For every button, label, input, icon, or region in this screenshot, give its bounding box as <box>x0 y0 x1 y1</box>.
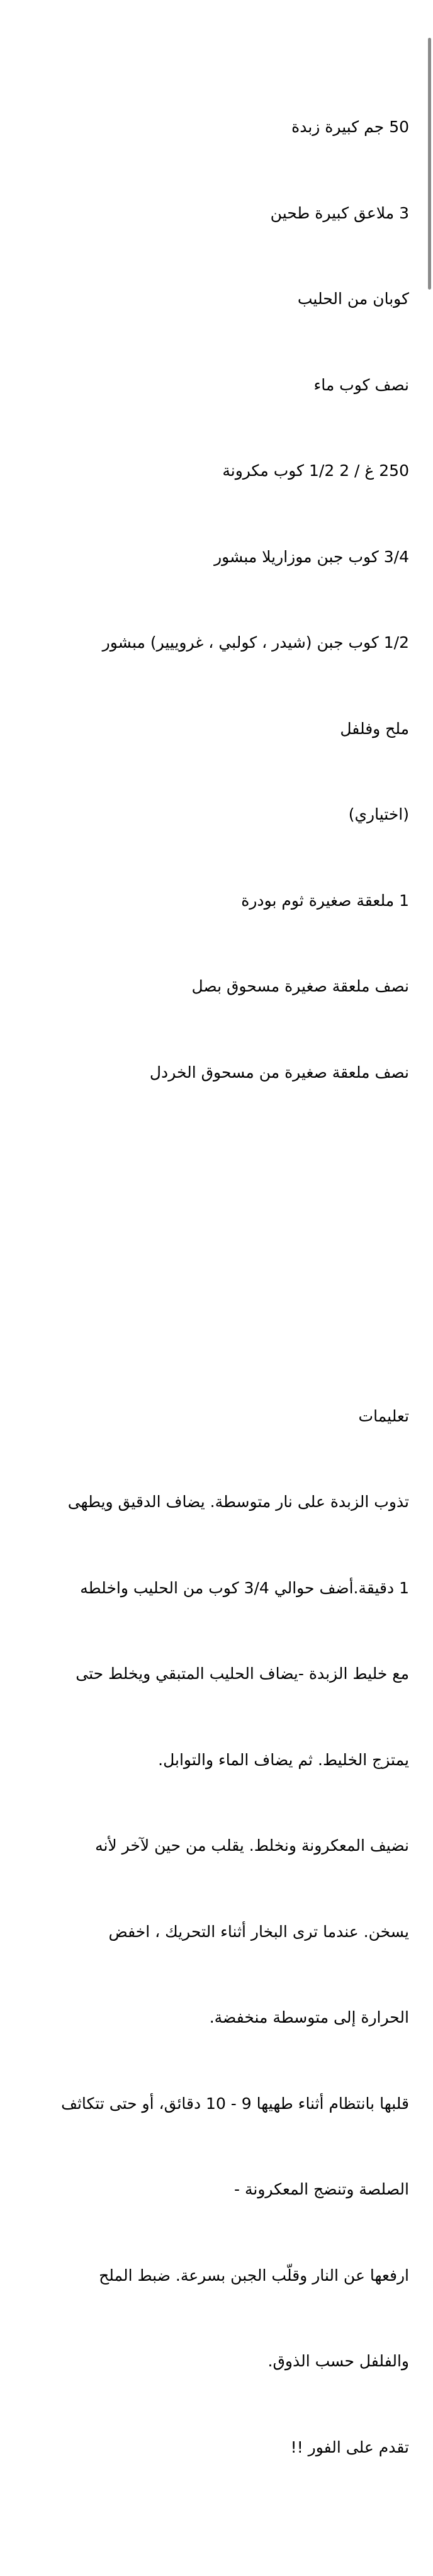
instructions-title: تعليمات <box>358 1406 409 1425</box>
ingredient-line: ملح وفلفل <box>340 719 409 738</box>
instruction-line: الصلصة وتنضج المعكرونة - <box>234 2180 409 2198</box>
ingredient-line: (اختياري) <box>348 805 409 823</box>
blank-line <box>13 1230 409 1259</box>
instruction-line: الحرارة إلى متوسطة منخفضة. <box>209 2008 409 2026</box>
instruction-line: مع خليط الزبدة -يضاف الحليب المتبقي ويخلط حتى <box>76 1664 409 1683</box>
ingredient-line: 250 غ / 2 1/2 كوب مكرونة <box>222 461 409 480</box>
instruction-line: نضيف المعكرونة ونخلط. يقلب من حين لآخر لأنه <box>95 1836 409 1855</box>
ingredient-line: نصف ملعقة صغيرة مسحوق بصل <box>191 977 409 995</box>
ingredient-line: نصف ملعقة صغيرة من مسحوق الخردل <box>149 1063 409 1082</box>
ingredient-line: 3 ملاعق كبيرة طحين <box>270 203 409 222</box>
instruction-line: 1 دقيقة.أضف حوالي 3/4 كوب من الحليب واخلطه <box>80 1578 409 1597</box>
instruction-line: ارفعها عن النار وقلّب الجبن بسرعة. ضبط الملح <box>99 2266 409 2285</box>
ingredients-list <box>13 55 409 1144</box>
instruction-line: تقدم على الفور !! <box>290 2438 409 2456</box>
ingredient-line: نصف كوب ماء <box>313 375 409 394</box>
ingredient-line: 1/2 كوب جبن (شيدر ، كولبي ، غروييير) مبشور <box>102 633 409 652</box>
ingredient-line: 50 جم كبيرة زبدة <box>291 118 409 136</box>
ingredient-line: كوبان من الحليب <box>297 290 409 308</box>
recipe-text <box>13 0 409 2576</box>
ingredient-line: 1 ملعقة صغيرة ثوم بودرة <box>241 891 409 910</box>
instruction-line: يسخن. عندما ترى البخار أثناء التحريك ، اخفض <box>108 1922 409 1941</box>
instruction-line: يمتزج الخليط. ثم يضاف الماء والتوابل. <box>158 1750 409 1769</box>
ingredient-line: 3/4 كوب جبن موزاريلا مبشور <box>214 547 409 566</box>
instruction-line: والفلفل حسب الذوق. <box>267 2352 409 2370</box>
scrollbar-thumb[interactable] <box>428 38 431 290</box>
scrollbar[interactable] <box>425 0 433 755</box>
instruction-line: قلبها بانتظام أثناء طهيها 9 - 10 دقائق، أو حتى تتكاثف <box>61 2094 409 2113</box>
instruction-line: تذوب الزبدة على نار متوسطة. يضاف الدقيق ويطهى <box>67 1493 409 1511</box>
instructions-section <box>13 1345 409 2519</box>
